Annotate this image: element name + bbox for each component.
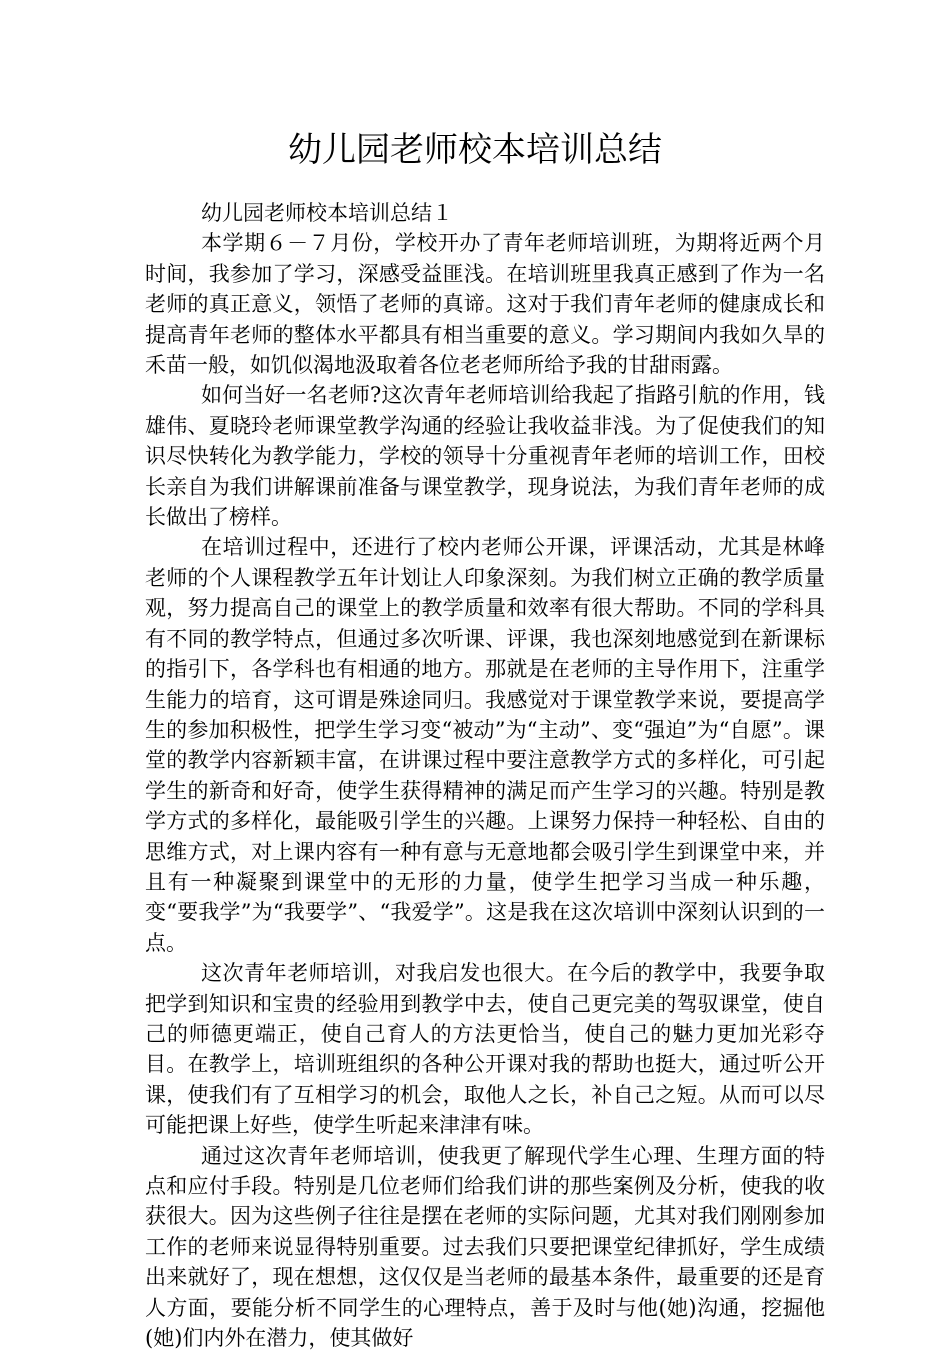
paragraph-1: 本学期６－７月份，学校开办了青年老师培训班，为期将近两个月时间，我参加了学习，深感受益匪浅。在培训班里我真正感到了作为一名老师的真正意义，领悟了老师的真谛。这对于我们青年老师的健康成长和提高青年老师的整体水平都具有相当重要的意义。学习期间内我如久旱的禾苗一般，如饥似渴地汲取着各位老老师所给予我的甘甜雨露。 xyxy=(145,231,825,378)
paragraph-2: 如何当好一名老师?这次青年老师培训给我起了指路引航的作用，钱雄伟、夏晓玲老师课堂教学沟通的经验让我收益非浅。为了促使我们的知识尽快转化为教学能力，学校的领导十分重视青年老师的培训工作，田校长亲自为我们讲解课前准备与课堂教学，现身说法，为我们青年老师的成长做出了榜样。 xyxy=(145,383,825,530)
document-body xyxy=(145,198,825,1353)
document-title: 幼儿园老师校本培训总结 xyxy=(288,130,662,170)
section-heading: 幼儿园老师校本培训总结１ xyxy=(201,201,453,225)
paragraph-4: 这次青年老师培训，对我启发也很大。在今后的教学中，我要争取把学到知识和宝贵的经验用到教学中去，使自己更完美的驾驭课堂，使自己的师德更端正，使自己育人的方法更恰当，使自己的魅力更加光彩夺目。在教学上，培训班组织的各种公开课对我的帮助也挺大，通过听公开课，使我们有了互相学习的机会，取他人之长，补自己之短。从而可以尽可能把课上好些，使学生听起来津津有味。 xyxy=(145,961,825,1138)
paragraph-5: 通过这次青年老师培训，使我更了解现代学生心理、生理方面的特点和应付手段。特别是几位老师们给我们讲的那些案例及分析，使我的收获很大。因为这些例子往往是摆在老师的实际问题，尤其对我们刚刚参加工作的老师来说显得特别重要。过去我们只要把课堂纪律抓好，学生成绩出来就好了，现在想想，这仅仅是当老师的最基本条件，最重要的还是育人方面，要能分析不同学生的心理特点，善于及时与他(她)沟通，挖掘他(她)们内外在潜力，使其做好 xyxy=(145,1143,825,1351)
paragraph-3: 在培训过程中，还进行了校内老师公开课，评课活动，尤其是林峰老师的个人课程教学五年计划让人印象深刻。为我们树立正确的教学质量观，努力提高自己的课堂上的教学质量和效率有很大帮助。不同的学科具有不同的教学特点，但通过多次听课、评课，我也深刻地感觉到在新课标的指引下，各学科也有相通的地方。那就是在老师的主导作用下，注重学生能力的培育，这可谓是殊途同归。我感觉对于课堂教学来说，要提高学生的参加积极性，把学生学习变“被动”为“主动”、变“强迫”为“自愿”。课堂的教学内容新颖丰富，在讲课过程中要注意教学方式的多样化，可引起学生的新奇和好奇，使学生获得精神的满足而产生学习的兴趣。特别是教学方式的多样化，最能吸引学生的兴趣。上课努力保持一种轻松、自由的思维方式，对上课内容有一种有意与无意地都会吸引学生到课堂中来，并且有一种凝聚到课堂中的无形的力量，使学生把学习当成一种乐趣，变“要我学”为“我要学”、“我爱学”。这是我在这次培训中深刻认识到的一点。 xyxy=(145,535,825,955)
